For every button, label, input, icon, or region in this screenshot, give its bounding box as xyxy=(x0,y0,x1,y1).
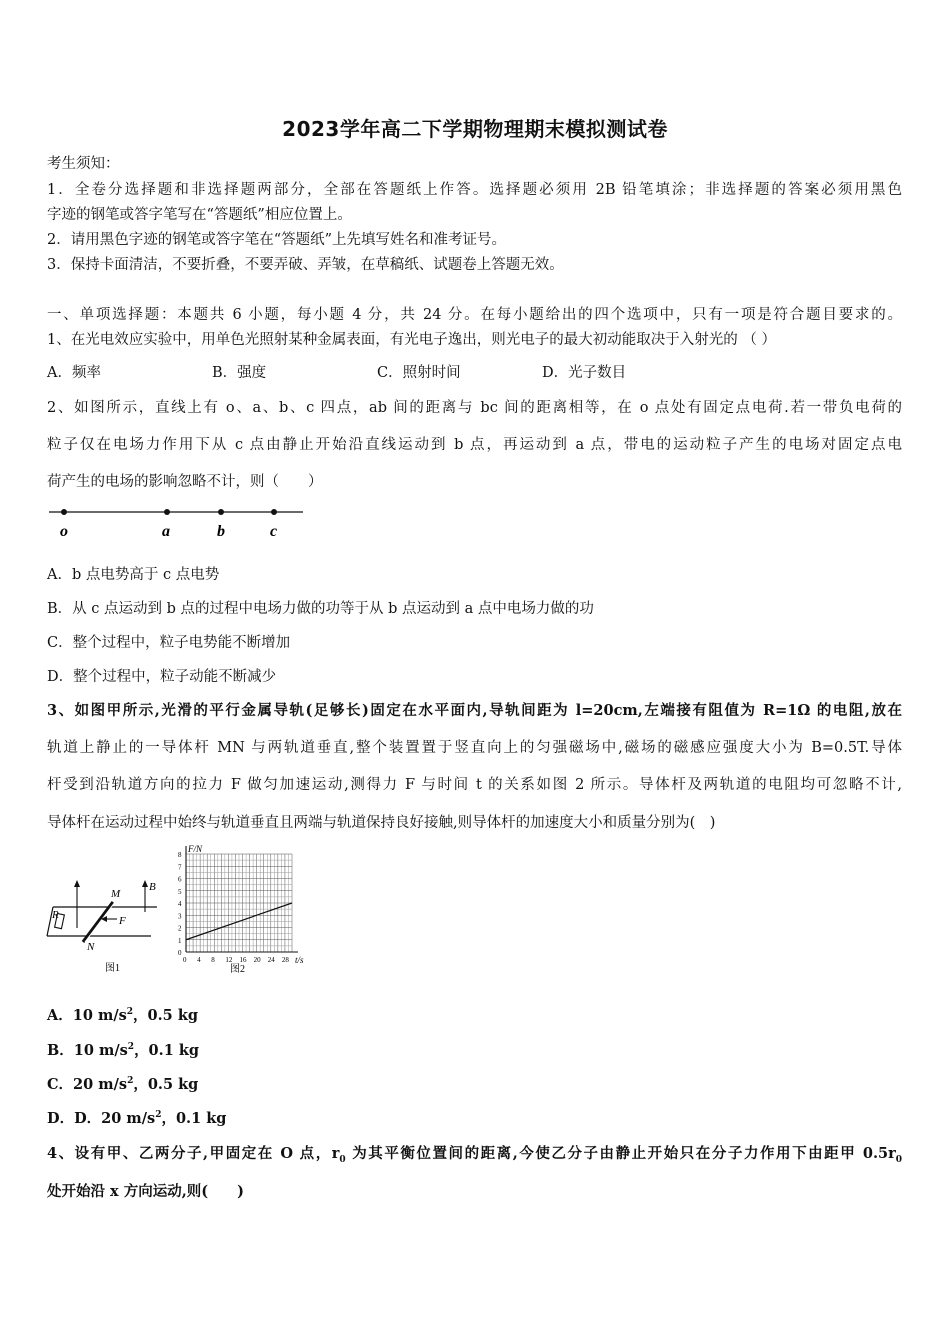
option-text: C．20 m/s xyxy=(47,1076,128,1093)
option-text: B．10 m/s xyxy=(47,1042,128,1059)
notice-item-3: 3．保持卡面清洁，不要折叠，不要弄破、弄皱，在草稿纸、试题卷上答题无效。 xyxy=(47,257,564,273)
section-1-heading: 一、单项选择题：本题共 6 小题，每小题 4 分，共 24 分。在每小题给出的四个选项中，只有一项是符合题目要求的。 xyxy=(47,307,902,323)
q1-option-b[interactable]: B．强度 xyxy=(212,365,267,381)
notice-heading: 考生须知： xyxy=(47,156,120,172)
question-4-line-1 xyxy=(47,1142,902,1165)
y-tick-label: 2 xyxy=(178,924,182,933)
option-sup: 2 xyxy=(127,1042,135,1053)
y-tick-label: 1 xyxy=(178,936,182,945)
y-tick-label: 8 xyxy=(178,851,182,859)
label-a: a xyxy=(162,523,170,540)
q2-option-b[interactable]: B．从 c 点运动到 b 点的过程中电场力做的功等于从 b 点运动到 a 点中电场力做的功 xyxy=(47,601,594,617)
notice-item-1-line-2: 字迹的钢笔或答字笔写在“答题纸”相应位置上。 xyxy=(47,207,352,223)
y-axis-label: F/N xyxy=(188,844,203,854)
label-b-field: B xyxy=(149,881,156,893)
x-tick-label: 8 xyxy=(211,956,215,964)
notice-item-2: 2．请用黑色字迹的钢笔或答字笔在“答题纸”上先填写姓名和准考证号。 xyxy=(47,232,507,248)
q2-option-d[interactable]: D．整个过程中，粒子动能不断减少 xyxy=(47,669,277,685)
y-tick-label: 6 xyxy=(178,875,182,884)
question-2-line-1: 2、如图所示，直线上有 o、a、b、c 四点，ab 间的距离与 bc 间的距离相等，在 o 点处有固定点电荷.若一带负电荷的 xyxy=(47,400,902,416)
q1-option-d[interactable]: D．光子数目 xyxy=(542,365,627,381)
q4-text: 为其平衡位置间的距离,今使乙分子由静止开始只在分子力作用下由距甲 0.5r xyxy=(345,1145,896,1162)
y-tick-label: 3 xyxy=(178,912,182,921)
label-m: M xyxy=(111,888,121,900)
option-text: A．10 m/s xyxy=(47,1007,127,1024)
q3-figure-2-chart xyxy=(168,840,313,975)
q2-option-c[interactable]: C．整个过程中，粒子电势能不断增加 xyxy=(47,635,291,651)
x-tick-label: 4 xyxy=(197,956,201,964)
point-c xyxy=(271,509,277,515)
question-2-line-3: 荷产生的电场的影响忽略不计，则（ ） xyxy=(47,474,323,490)
option-text: ，0.5 kg xyxy=(133,1007,199,1024)
q3-option-c[interactable] xyxy=(47,1073,198,1094)
question-2-line-2: 粒子仅在电场力作用下从 c 点由静止开始沿直线运动到 b 点，再运动到 a 点，带电的运动粒子产生的电场对固定点电 xyxy=(47,437,902,453)
option-text: ，0.1 kg xyxy=(161,1110,227,1127)
option-text: D．D．20 m/s xyxy=(47,1110,156,1127)
q2-option-a[interactable]: A．b 点电势高于 c 点电势 xyxy=(47,567,220,583)
q1-option-c[interactable]: C．照射时间 xyxy=(377,365,461,381)
option-sup: 2 xyxy=(127,1076,134,1087)
label-n: N xyxy=(87,941,95,953)
question-3-line-3: 杆受到沿轨道方向的拉力 F 做匀加速运动,测得力 F 与时间 t 的关系如图 2 所示。导体杆及两轨道的电阻均可忽略不计, xyxy=(47,777,902,793)
option-sup: 2 xyxy=(155,1110,162,1121)
point-b xyxy=(218,509,224,515)
question-1-options xyxy=(47,361,707,382)
figure-1-caption: 图1 xyxy=(105,963,120,974)
notice-item-1-line-1: 1．全卷分选择题和非选择题两部分，全部在答题纸上作答。选择题必须用 2B 铅笔填涂；非选择题的答案必须用黑色 xyxy=(47,182,902,198)
label-f: F xyxy=(119,915,126,927)
y-tick-label: 0 xyxy=(178,949,182,957)
label-c: c xyxy=(270,523,278,540)
q4-text: 4、设有甲、乙两分子,甲固定在 O 点，r xyxy=(47,1145,340,1162)
x-tick-label: 20 xyxy=(253,956,261,964)
question-3-line-2: 轨道上静止的一导体杆 MN 与两轨道垂直,整个装置置于竖直向上的匀强磁场中,磁场的磁感应强度大小为 B=0.5T.导体 xyxy=(47,740,902,756)
option-sup: 2 xyxy=(126,1007,134,1018)
x-tick-label: 12 xyxy=(225,956,233,964)
question-1-stem: 1、在光电效应实验中，用单色光照射某种金属表面，有光电子逸出，则光电子的最大初动能取决于入射光的 （ ） xyxy=(47,332,776,348)
q4-sub: 0 xyxy=(339,1154,346,1165)
question-4-line-2: 处开始沿 x 方向运动,则( ) xyxy=(47,1183,245,1200)
x-tick-label: 24 xyxy=(267,956,275,964)
chart-grid xyxy=(186,854,292,952)
y-tick-label: 4 xyxy=(178,900,182,908)
option-text: ，0.5 kg xyxy=(133,1076,199,1093)
chart-ticks xyxy=(178,851,289,964)
q3-option-a[interactable] xyxy=(47,1004,198,1025)
point-o xyxy=(61,509,67,515)
q3-option-b[interactable] xyxy=(47,1039,199,1060)
question-3-line-4: 导体杆在运动过程中始终与轨道垂直且两端与轨道保持良好接触,则导体杆的加速度大小和质量分别为( ) xyxy=(47,815,716,831)
figure-2-caption: 图2 xyxy=(230,964,245,975)
option-text: ，0.1 kg xyxy=(134,1042,200,1059)
question-3-line-1: 3、如图甲所示,光滑的平行金属导轨(足够长)固定在水平面内,导轨间距为 l=20cm,左端接有阻值为 R=1Ω 的电阻,放在 xyxy=(47,702,902,719)
y-tick-label: 7 xyxy=(178,863,182,872)
label-r: R xyxy=(52,909,59,921)
q4-sub: 0 xyxy=(895,1154,902,1165)
x-tick-label: 0 xyxy=(183,956,187,964)
page-title: 2023学年高二下学期物理期末模拟测试卷 xyxy=(282,117,668,141)
x-tick-label: 28 xyxy=(281,956,289,964)
q2-number-line-figure xyxy=(45,500,315,545)
y-tick-label: 5 xyxy=(178,887,182,896)
q1-option-a[interactable]: A．频率 xyxy=(47,365,101,381)
x-tick-label: 16 xyxy=(239,956,247,964)
q3-figure-1 xyxy=(45,868,170,978)
label-b: b xyxy=(217,523,225,540)
q3-option-d[interactable] xyxy=(47,1107,226,1128)
label-o: o xyxy=(60,523,68,540)
point-a xyxy=(164,509,170,515)
x-axis-label: t/s xyxy=(295,955,304,965)
